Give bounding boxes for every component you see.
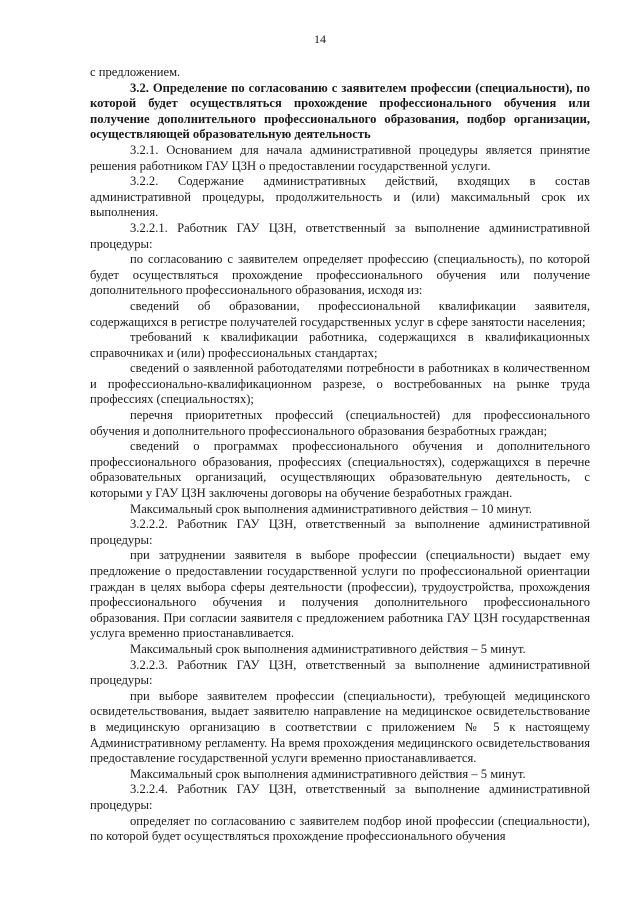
paragraph: Максимальный срок выполнения административного действия – 10 минут.: [130, 501, 532, 516]
paragraph: 3.2.1. Основанием для начала административной процедуры является принятие решения работником ГАУ ЦЗН о предоставлении государственной услуги.: [90, 142, 590, 173]
paragraph: 3.2.2. Содержание административных действий, входящих в состав административной процедуры, продолжительность и (или) максимальный срок их выполнения.: [90, 174, 590, 220]
page-number: 14: [314, 32, 326, 46]
section-heading: 3.2. Определение по согласованию с заявителем профессии (специальности), по которой будет осуществляться прохождение профессионального обучения или получение дополнительного профессионального образования, подбор организации, осуществляющей образовательную деятельность: [90, 80, 590, 142]
paragraph: Максимальный срок выполнения административного действия – 5 минут.: [130, 641, 526, 656]
paragraph: 3.2.2.4. Работник ГАУ ЦЗН, ответственный за выполнение административной процедуры:: [90, 782, 590, 812]
document-body: [90, 65, 590, 845]
paragraph: при выборе заявителем профессии (специальности), требующей медицинского освидетельствования, выдает заявителю направление на медицинское освидетельствование в медицинскую организацию в соответствии с приложением № 5 к настоящему Административному регламенту. На время прохождения медицинского освидетельствования предоставление государственной услуги временно приостанавливается.: [90, 688, 590, 766]
paragraph: определяет по согласованию с заявителем подбор иной профессии (специальности), по которой будет осуществляться прохождение профессионального обучения: [90, 813, 590, 844]
paragraph: с предложением.: [90, 65, 181, 79]
paragraph: требований к квалификации работника, содержащихся в квалификационных справочниках и (или) профессиональных стандартах;: [90, 330, 590, 360]
paragraph: Максимальный срок выполнения административного действия – 5 минут.: [130, 766, 526, 781]
paragraph: перечня приоритетных профессий (специальностей) для профессионального обучения и дополнительного профессионального образования безработных граждан;: [90, 408, 590, 438]
paragraph: 3.2.2.1. Работник ГАУ ЦЗН, ответственный за выполнение административной процедуры:: [90, 220, 590, 251]
paragraph: сведений о заявленной работодателями потребности в работниках в количественном и профессионально-квалификационном разрезе, о востребованных на рынке труда профессиях (специальностях);: [90, 361, 590, 407]
paragraph: сведений об образовании, профессиональной квалификации заявителя, содержащихся в регистре получателей государственных услуг в сфере занятости населения;: [90, 298, 590, 329]
paragraph: 3.2.2.2. Работник ГАУ ЦЗН, ответственный за выполнение административной процедуры:: [90, 517, 590, 547]
paragraph: при затруднении заявителя в выборе профессии (специальности) выдает ему предложение о предоставлении государственной услуги по профессиональной ориентации граждан в целях выбора сферы деятельности (профессии), трудоустройства, прохождения профессионального обучения и получения дополнительного профессионального образования. При согласии заявителя с предложением работника ГАУ ЦЗН государственная услуга временно приостанавливается.: [90, 548, 590, 641]
paragraph: по согласованию с заявителем определяет профессию (специальность), по которой будет осуществляться прохождение профессионального обучения или получение дополнительного профессионального образования, исходя из:: [90, 252, 590, 298]
paragraph: сведений о программах профессионального обучения и дополнительного профессионального образования, профессиях (специальностях), содержащихся в перечне образовательных организаций, осуществляющих образовательную деятельность, с которыми у ГАУ ЦЗН заключены договоры на обучение безработных граждан.: [90, 439, 590, 501]
paragraph: 3.2.2.3. Работник ГАУ ЦЗН, ответственный за выполнение административной процедуры:: [90, 657, 590, 688]
